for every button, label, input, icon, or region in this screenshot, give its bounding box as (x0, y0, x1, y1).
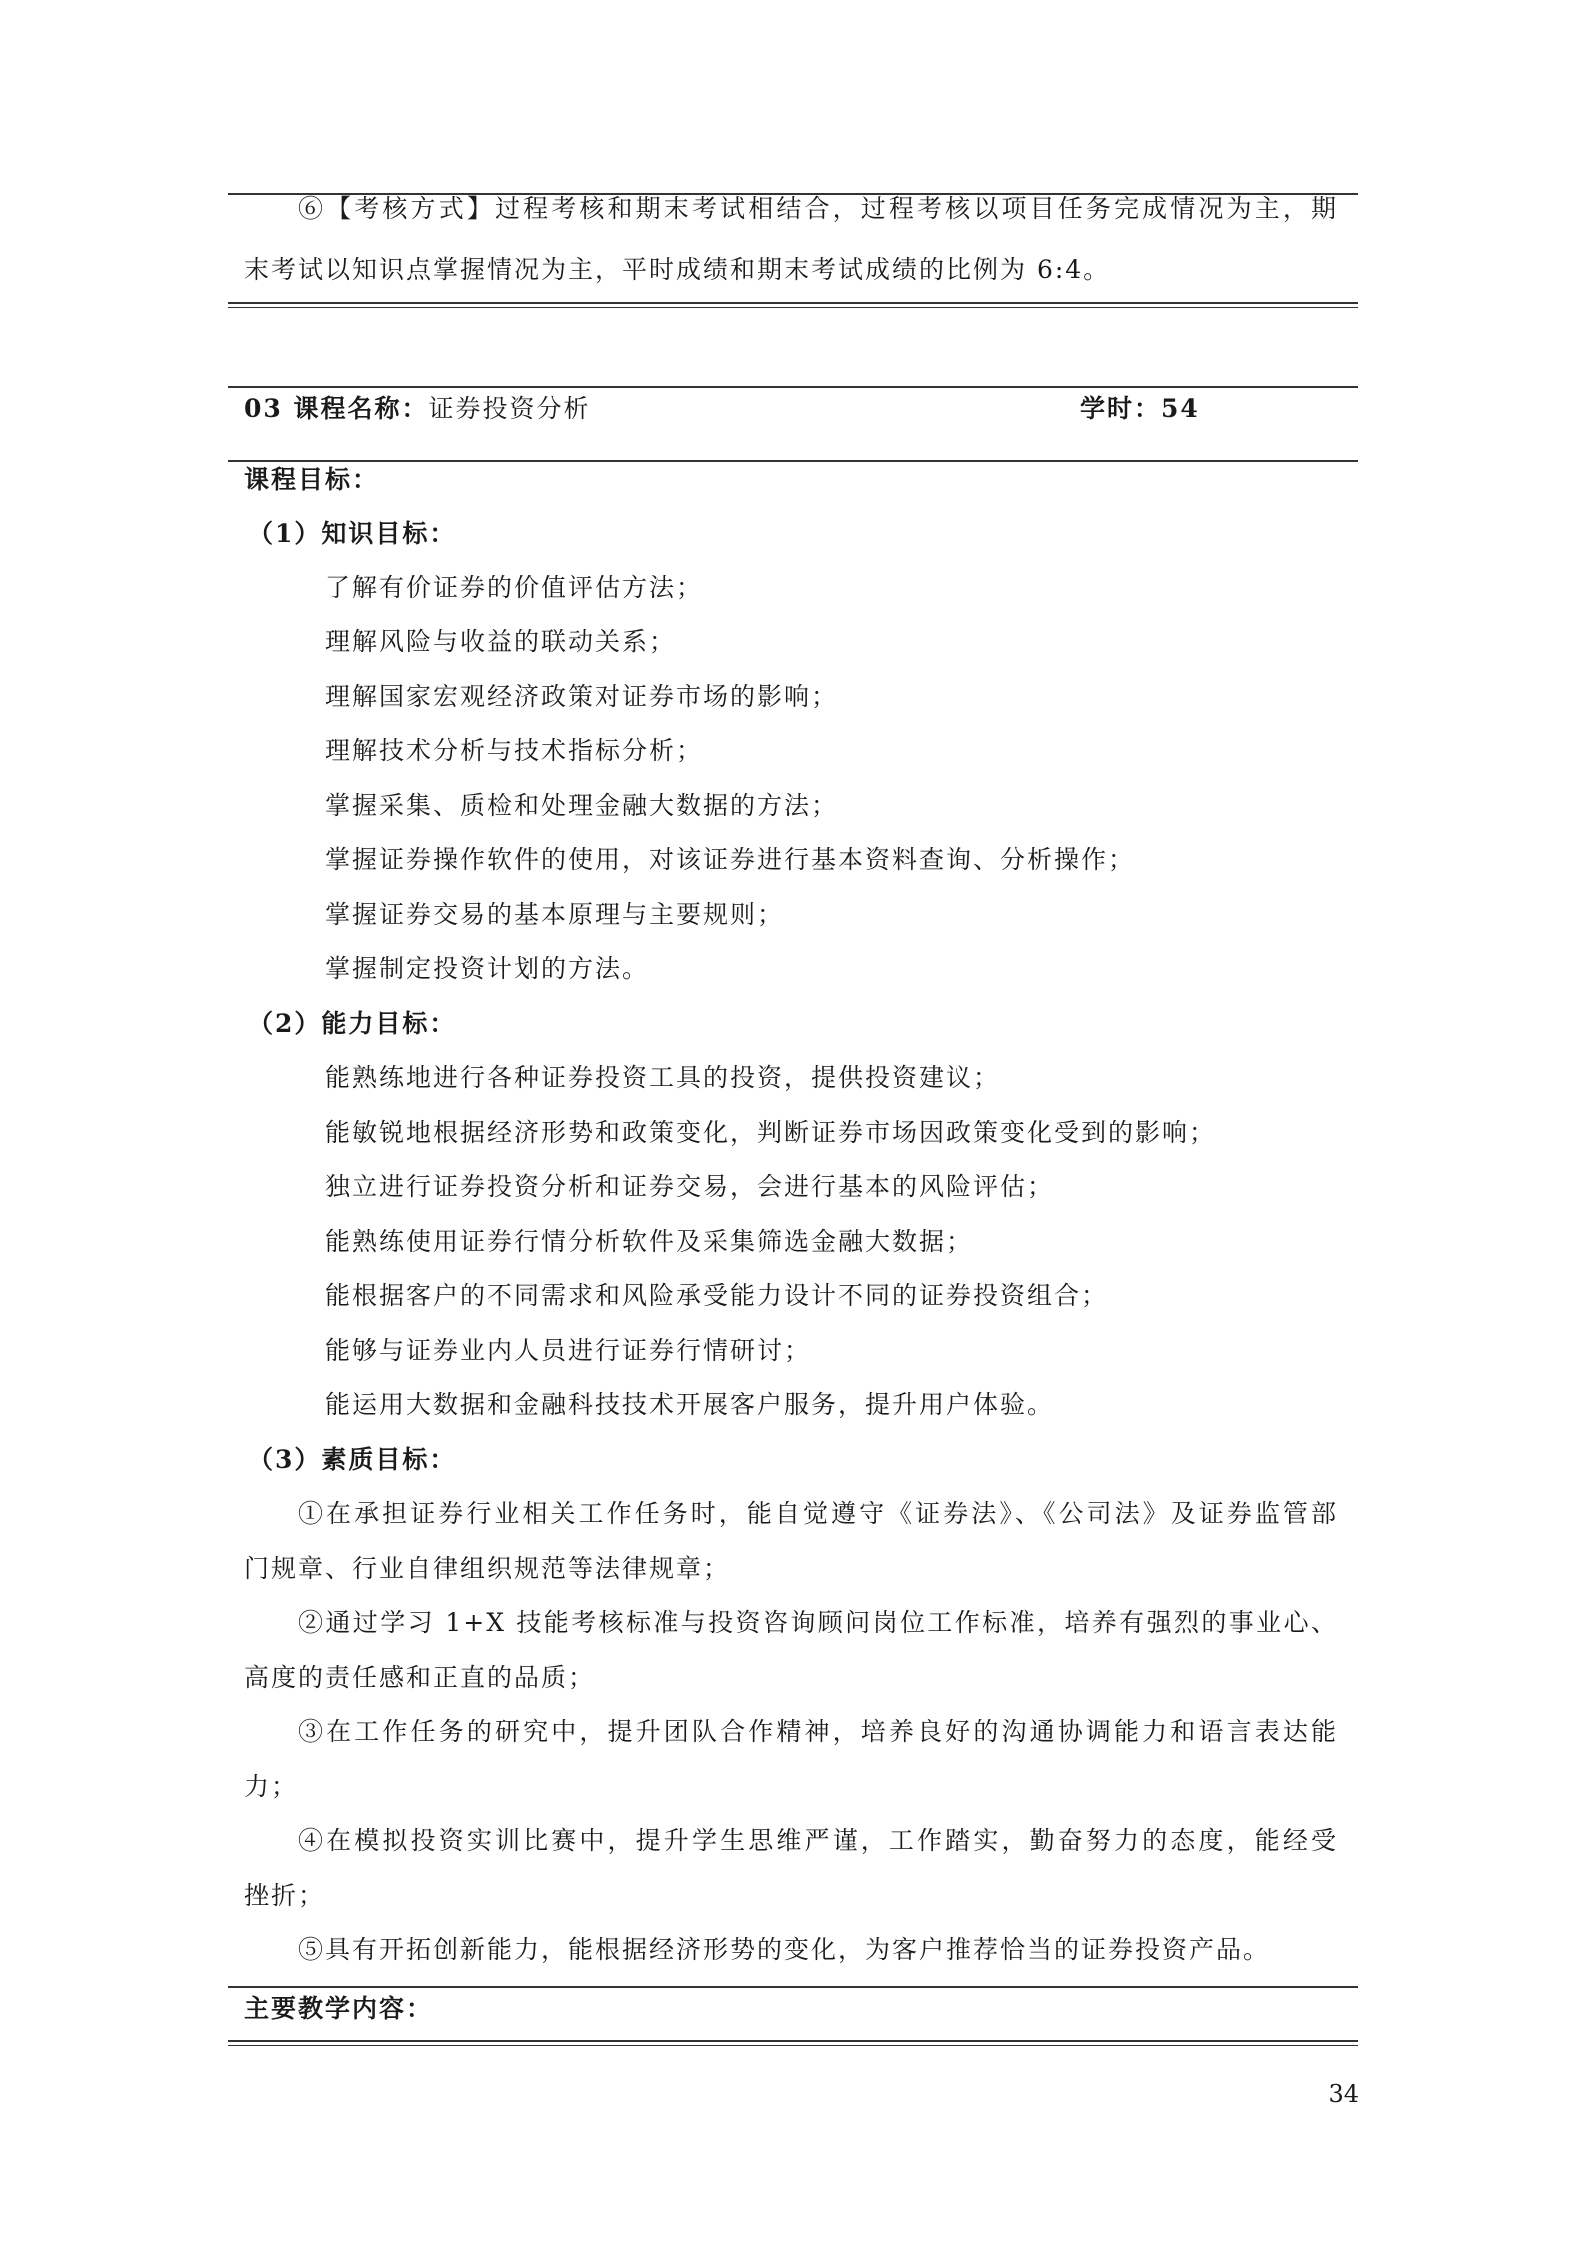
knowledge-item: 掌握制定投资计划的方法。 (325, 954, 650, 983)
knowledge-item: 理解技术分析与技术指标分析； (325, 736, 704, 765)
course-name-value: 证券投资分析 (428, 394, 591, 423)
ability-item: 能熟练使用证券行情分析软件及采集筛选金融大数据； (325, 1227, 974, 1256)
quality-p5-line1: ⑤具有开拓创新能力，能根据经济形势的变化，为客户推荐恰当的证券投资产品。 (298, 1935, 1271, 1964)
ability-heading: （2）能力目标： (248, 1009, 457, 1038)
quality-heading: （3）素质目标： (248, 1445, 457, 1474)
quality-p4-line1: ④在模拟投资实训比赛中，提升学生思维严谨，工作踏实，勤奋努力的态度，能经受 (298, 1826, 1338, 1855)
quality-p4-line2: 挫折； (244, 1881, 326, 1910)
goals-heading: 课程目标： (244, 465, 380, 494)
course-hours-value: 54 (1161, 394, 1200, 423)
quality-p3-line2: 力； (244, 1772, 299, 1801)
knowledge-item: 了解有价证券的价值评估方法； (325, 573, 704, 602)
course-name-label: 03 课程名称： (244, 394, 429, 423)
knowledge-item: 掌握证券交易的基本原理与主要规则； (325, 900, 785, 929)
quality-p2-line1: ②通过学习 1+X 技能考核标准与投资咨询顾问岗位工作标准，培养有强烈的事业心、 (298, 1608, 1338, 1637)
ability-item: 能够与证券业内人员进行证券行情研讨； (325, 1336, 812, 1365)
course-header-bottom-rule (228, 460, 1358, 462)
knowledge-heading: （1）知识目标： (248, 519, 457, 548)
ability-item: 能根据客户的不同需求和风险承受能力设计不同的证券投资组合； (325, 1281, 1109, 1310)
section-end-rule (228, 302, 1358, 308)
quality-p3-line1: ③在工作任务的研究中，提升团队合作精神，培养良好的沟通协调能力和语言表达能 (298, 1717, 1338, 1746)
quality-p1-line2: 门规章、行业自律组织规范等法律规章； (244, 1554, 731, 1583)
page-number: 34 (1328, 2080, 1359, 2108)
course-header-top-rule (228, 386, 1358, 388)
content-top-rule (228, 1986, 1358, 1988)
course-hours-row (1080, 391, 1200, 427)
course-name-row (244, 391, 591, 427)
knowledge-item: 理解国家宏观经济政策对证券市场的影响； (325, 682, 839, 711)
ability-item: 能敏锐地根据经济形势和政策变化，判断证券市场因政策变化受到的影响； (325, 1118, 1217, 1147)
ability-item: 独立进行证券投资分析和证券交易，会进行基本的风险评估； (325, 1172, 1055, 1201)
content-bottom-rule (228, 2040, 1358, 2046)
ability-item: 能熟练地进行各种证券投资工具的投资，提供投资建议； (325, 1063, 1001, 1092)
content-heading: 主要教学内容： (244, 1994, 434, 2023)
quality-p1-line1: ①在承担证券行业相关工作任务时，能自觉遵守《证券法》、《公司法》及证券监管部 (298, 1499, 1338, 1528)
knowledge-item: 掌握采集、质检和处理金融大数据的方法； (325, 791, 839, 820)
knowledge-item: 掌握证券操作软件的使用，对该证券进行基本资料查询、分析操作； (325, 845, 1136, 874)
ability-item: 能运用大数据和金融科技技术开展客户服务，提升用户体验。 (325, 1390, 1055, 1419)
course-hours-label: 学时： (1080, 394, 1162, 423)
assessment-line-1: ⑥【考核方式】过程考核和期末考试相结合，过程考核以项目任务完成情况为主，期 (298, 194, 1338, 223)
knowledge-item: 理解风险与收益的联动关系； (325, 627, 677, 656)
quality-p2-line2: 高度的责任感和正直的品质； (244, 1663, 596, 1692)
assessment-line-2: 末考试以知识点掌握情况为主，平时成绩和期末考试成绩的比例为 6:4。 (244, 255, 1111, 284)
